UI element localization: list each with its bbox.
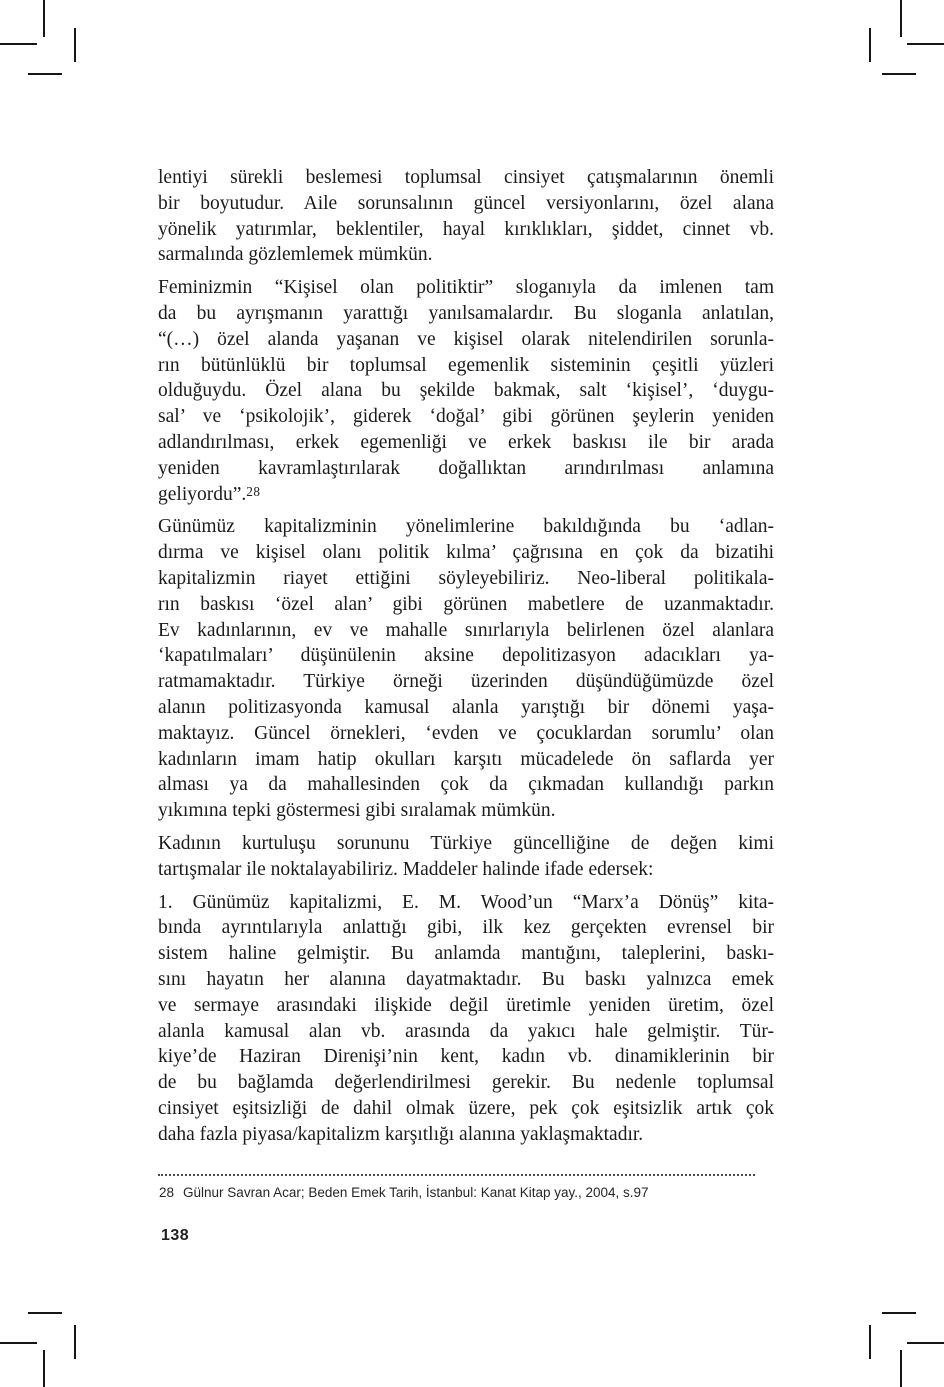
text-line: kapitalizmin riayet ettiğini söyleyebiliriz. Neo-liberal politikala- (158, 567, 774, 589)
text-line: ratmamaktadır. Türkiye örneği üzerinden düşündüğümüzde özel (158, 671, 774, 693)
paragraph (158, 514, 774, 824)
text-line: olduğuydu. Özel alana bu şekilde bakmak, salt ‘kişisel’, ‘duygu- (158, 380, 774, 402)
text-line: ve sermaye arasındaki ilişkide değil üretimle yeniden üretim, özel (158, 994, 774, 1016)
text-line: Feminizmin “Kişisel olan politiktir” sloganıyla da imlenen tam (158, 277, 774, 299)
text-line: sal’ ve ‘psikolojik’, giderek ‘doğal’ gibi görünen şeylerin yeniden (158, 406, 774, 428)
text-line: bir boyutudur. Aile sorunsalının güncel versiyonlarını, özel alana (158, 192, 774, 214)
crop-mark-bottom-left-inner-h (28, 1312, 62, 1314)
text-line: Ev kadınlarının, ev ve mahalle sınırlarıyla belirlenen özel alanlara (158, 619, 774, 641)
text-line: rın bütünlüklü bir toplumsal egemenlik sisteminin çeşitli yüzleri (158, 354, 774, 376)
text-line: daha fazla piyasa/kapitalizm karşıtlığı alanına yaklaşmaktadır. (158, 1123, 644, 1145)
text-line: bında ayrıntılarıyla anlattığı gibi, ilk kez gerçekten evrensel bir (158, 917, 774, 939)
crop-mark-bottom-right-inner-v (869, 1325, 871, 1359)
text-line: 1. Günümüz kapitalizmi, E. M. Wood’un “Marx’a Dönüş” kita- (158, 891, 774, 913)
footnote-reference: 28 (246, 483, 261, 499)
crop-mark-top-right-outer-h (907, 43, 944, 45)
text-line: alanın politizasyonda kamusal alanla yarıştığı bir dönemi yaşa- (158, 696, 774, 718)
paragraph (158, 275, 774, 507)
text-line: Günümüz kapitalizminin yönelimlerine bakıldığında bu ‘adlan- (158, 516, 774, 538)
crop-mark-top-left-inner-v (74, 28, 76, 62)
crop-mark-top-right-outer-v (900, 0, 902, 37)
footnote-separator (158, 1174, 755, 1176)
text-line: sistem haline gelmiştir. Bu anlamda mantığını, taleplerini, baskı- (158, 943, 774, 965)
text-line: sını hayatın her alanına dayatmaktadır. Bu baskı yalnızca emek (158, 968, 774, 990)
paragraph (158, 165, 774, 268)
text-line: “(…) özel alanda yaşanan ve kişisel olarak nitelendirilen sorunla- (158, 328, 774, 350)
text-line: lentiyi sürekli beslemesi toplumsal cinsiyet çatışmalarının önemli (158, 167, 774, 188)
text-line: maktayız. Güncel örnekleri, ‘evden ve çocuklardan sorumlu’ olan (158, 722, 774, 744)
text-line: sarmalında gözlemlemek mümkün. (158, 244, 433, 266)
crop-mark-top-left-outer-v (43, 0, 45, 37)
crop-mark-top-right-inner-v (869, 28, 871, 62)
text-line: yönelik yatırımlar, beklentiler, hayal kırıklıkları, şiddet, cinnet vb. (158, 218, 774, 240)
crop-mark-bottom-right-inner-h (882, 1312, 916, 1314)
text-line: tartışmalar ile noktalayabiliriz. Maddeler halinde ifade edersek: (158, 858, 654, 880)
footnote-text: Gülnur Savran Acar; Beden Emek Tarih, İstanbul: Kanat Kitap yay., 2004, s.97 (183, 1185, 649, 1200)
crop-mark-top-left-outer-h (0, 43, 37, 45)
text-line: geliyordu”.28 (158, 483, 261, 505)
paragraph (158, 890, 774, 1148)
crop-mark-bottom-left-inner-v (74, 1325, 76, 1359)
page-number: 138 (161, 1227, 190, 1244)
footnote (159, 1184, 799, 1202)
text-line: da bu ayrışmanın yarattığı yanılsamalardır. Bu sloganla anlatılan, (158, 302, 774, 324)
paragraph (158, 831, 774, 883)
body-text (158, 165, 774, 1147)
text-line: kiye’de Haziran Direnişi’nin kent, kadın vb. dinamiklerinin bir (158, 1046, 774, 1068)
text-line: yıkımına tepki göstermesi gibi sıralamak mümkün. (158, 800, 556, 822)
crop-mark-top-left-inner-h (28, 73, 62, 75)
text-line: Kadının kurtuluşu sorununu Türkiye güncelliğine de değen kimi (158, 832, 774, 854)
text-line: yeniden kavramlaştırılarak doğallıktan arındırılması anlamına (158, 457, 774, 479)
crop-mark-bottom-right-outer-v (900, 1350, 902, 1387)
text-line: kadınların imam hatip okulları karşıtı mücadelede ön saflarda yer (158, 748, 774, 770)
text-line: alanla kamusal alan vb. arasında da yakıcı hale gelmiştir. Tür- (158, 1020, 774, 1042)
crop-mark-bottom-left-outer-v (43, 1350, 45, 1387)
text-line: de bu bağlamda değerlendirilmesi gerekir. Bu nedenle toplumsal (158, 1072, 774, 1094)
text-line: cinsiyet eşitsizliği de dahil olmak üzere, pek çok eşitsizlik artık çok (158, 1097, 774, 1119)
footnote-number: 28 (159, 1185, 175, 1200)
crop-mark-bottom-left-outer-h (0, 1342, 37, 1344)
text-line: ‘kapatılmaları’ düşünülenin aksine depolitizasyon adacıkları ya- (158, 645, 774, 667)
text-line: rın baskısı ‘özel alan’ gibi görünen mabetlere de uzanmaktadır. (158, 593, 774, 615)
text-line: dırma ve kişisel olanı politik kılma’ çağrısına en çok da bizatihi (158, 542, 774, 564)
text-line: adlandırılması, erkek egemenliği ve erkek baskısı ile bir arada (158, 431, 774, 453)
crop-mark-bottom-right-outer-h (907, 1342, 944, 1344)
crop-mark-top-right-inner-h (882, 73, 916, 75)
text-line: alması ya da mahallesinden çok da çıkmadan kullandığı parkın (158, 774, 774, 796)
